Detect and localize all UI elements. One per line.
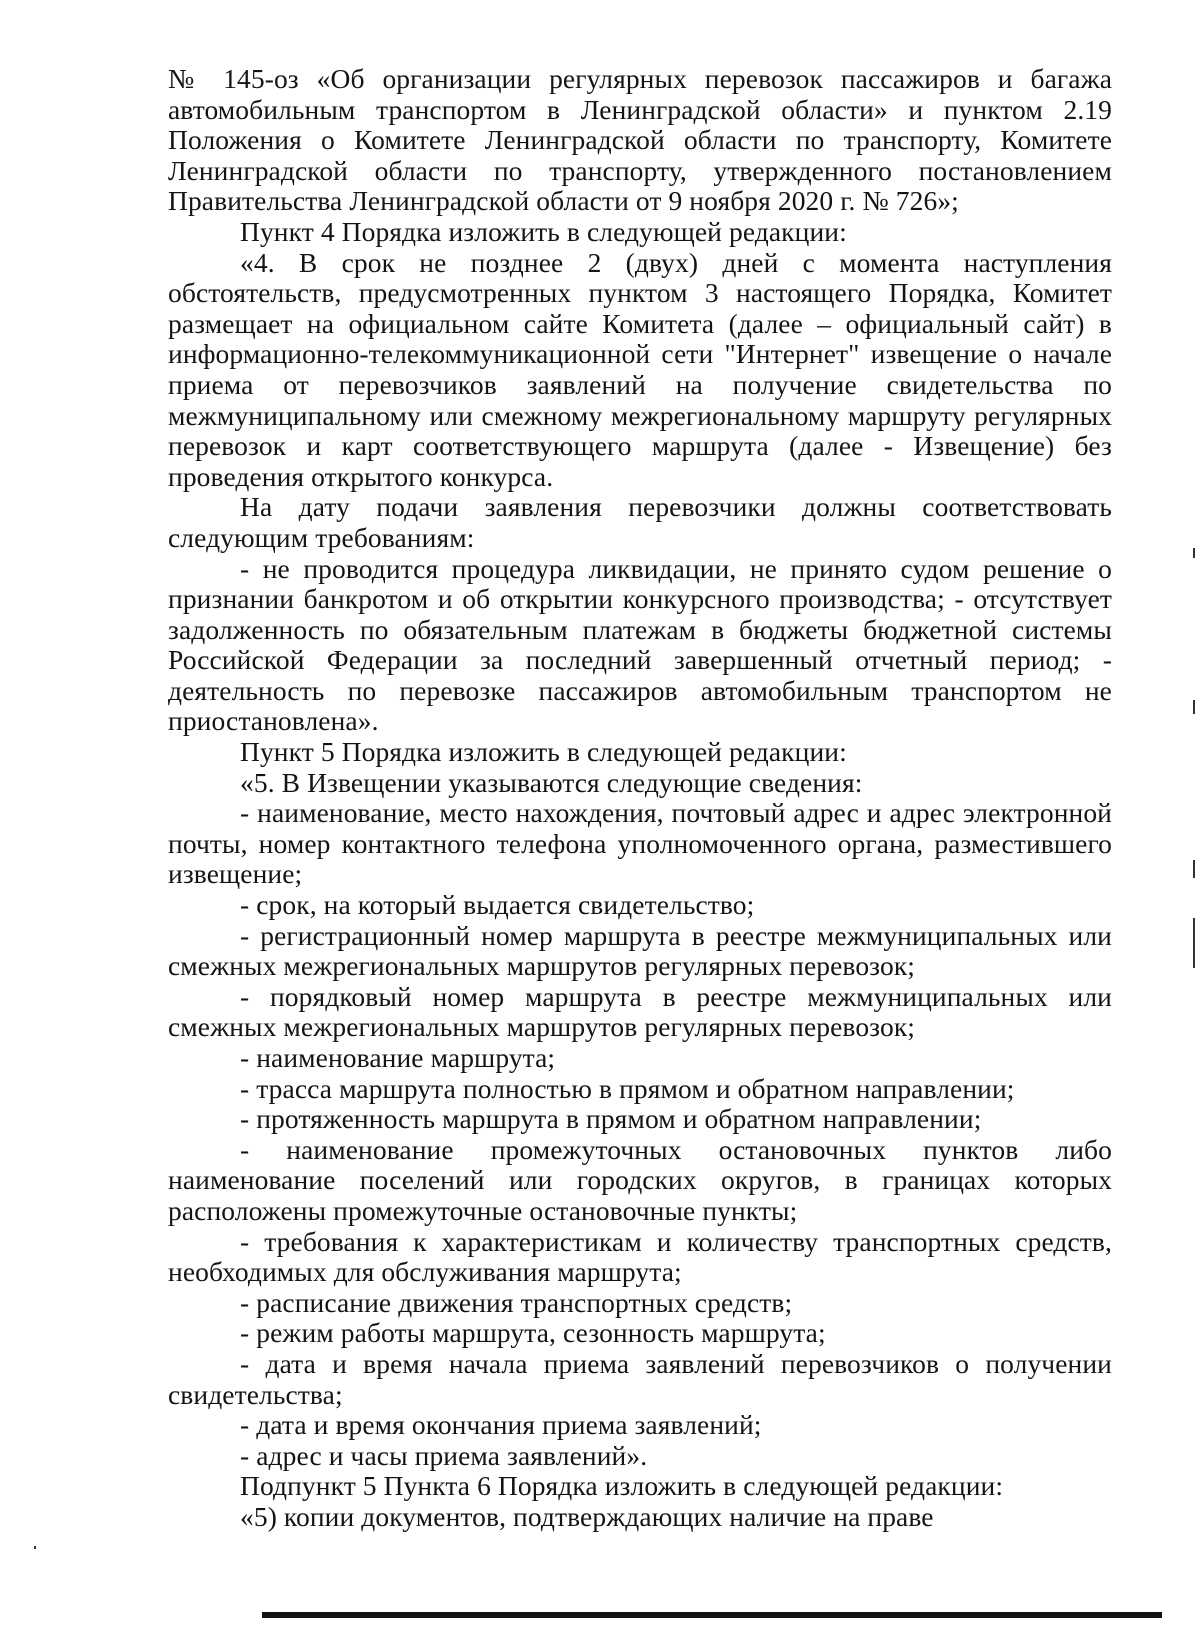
- paragraph-requirements-intro: На дату подачи заявления перевозчики должны соответствовать следующим требованиям:: [168, 491, 1112, 553]
- list-item-certificate-term: - срок, на который выдается свидетельство;: [240, 889, 755, 921]
- paragraph-subpoint-5-text: «5) копии документов, подтверждающих наличие на праве: [240, 1500, 934, 1532]
- list-item-route-name: - наименование маршрута;: [240, 1042, 556, 1073]
- list-item-vehicle-requirements: - требования к характеристикам и количеству транспортных средств, необходимых для обслуживания маршрута;: [168, 1225, 1112, 1288]
- list-item-sequence-number: - порядковый номер маршрута в реестре межмуниципальных или смежных межрегиональных маршрутов регулярных перевозок;: [168, 980, 1112, 1043]
- list-item-application-address: - адрес и часы приема заявлений».: [240, 1439, 648, 1471]
- scan-artifact: [34, 1546, 36, 1549]
- list-item-application-start: - дата и время начала приема заявлений перевозчиков о получении свидетельства;: [168, 1347, 1112, 1410]
- scan-artifact: [1193, 918, 1195, 968]
- list-item-route-path: - трасса маршрута полностью в прямом и обратном направлении;: [240, 1072, 1015, 1104]
- list-item-schedule: - расписание движения транспортных средств;: [240, 1286, 793, 1318]
- page-bottom-edge: [262, 1612, 1162, 1618]
- paragraph-point-4-heading: Пункт 4 Порядка изложить в следующей редакции:: [240, 215, 847, 247]
- paragraph-law-reference: № 145-оз «Об организации регулярных перевозок пассажиров и багажа автомобильным транспортом в Ленинградской области» и пунктом 2.19 Положения о Комитете Ленинградской области по транспорту, Комитете Ленинградской области по транспорту, утвержденного постановлением Правительства Ленинградской области от 9 ноября 2020 г. № 726»;: [168, 63, 1112, 217]
- scan-artifact: [1193, 860, 1195, 878]
- scan-artifact: [1193, 700, 1195, 714]
- paragraph-requirements-list: - не проводится процедура ликвидации, не принято судом решение о признании банкротом и об открытии конкурсного производства; - отсутствует задолженность по обязательным платежам в бюджеты бюджетной системы Российской Федерации за последний завершенный отчетный период; - деятельность по перевозке пассажиров автомобильным транспортом не приостановлена».: [168, 552, 1112, 737]
- list-item-application-end: - дата и время окончания приема заявлений;: [240, 1409, 762, 1441]
- list-item-registration-number: - регистрационный номер маршрута в реестре межмуниципальных или смежных межрегиональных маршрутов регулярных перевозок;: [168, 919, 1112, 982]
- paragraph-point-5-heading: Пункт 5 Порядка изложить в следующей редакции:: [240, 736, 847, 768]
- list-item-operating-mode: - режим работы маршрута, сезонность маршрута;: [240, 1317, 826, 1349]
- list-item-authority-info: - наименование, место нахождения, почтовый адрес и адрес электронной почты, номер контактного телефона уполномоченного органа, разместившего извещение;: [168, 797, 1112, 890]
- paragraph-point-5-intro: «5. В Извещении указываются следующие сведения:: [240, 766, 863, 798]
- document-page: [168, 64, 1112, 1533]
- list-item-route-length: - протяженность маршрута в прямом и обратном направлении;: [240, 1103, 982, 1135]
- list-item-intermediate-stops: - наименование промежуточных остановочных пунктов либо наименование поселений или городских округов, в границах которых расположены промежуточные остановочные пункты;: [168, 1133, 1112, 1226]
- paragraph-point-4-text: «4. В срок не позднее 2 (двух) дней с момента наступления обстоятельств, предусмотренных пунктом 3 настоящего Порядка, Комитет размещает на официальном сайте Комитета (далее – официальный сайт) в информационно-телекоммуникационной сети "Интернет" извещение о начале приема от перевозчиков заявлений на получение свидетельства по межмуниципальному или смежному межрегиональному маршруту регулярных перевозок и карт соответствующего маршрута (далее - Извещение) без проведения открытого конкурса.: [168, 246, 1112, 492]
- scan-artifact: [1193, 548, 1195, 558]
- paragraph-subpoint-5-heading: Подпункт 5 Пункта 6 Порядка изложить в следующей редакции:: [240, 1470, 1004, 1502]
